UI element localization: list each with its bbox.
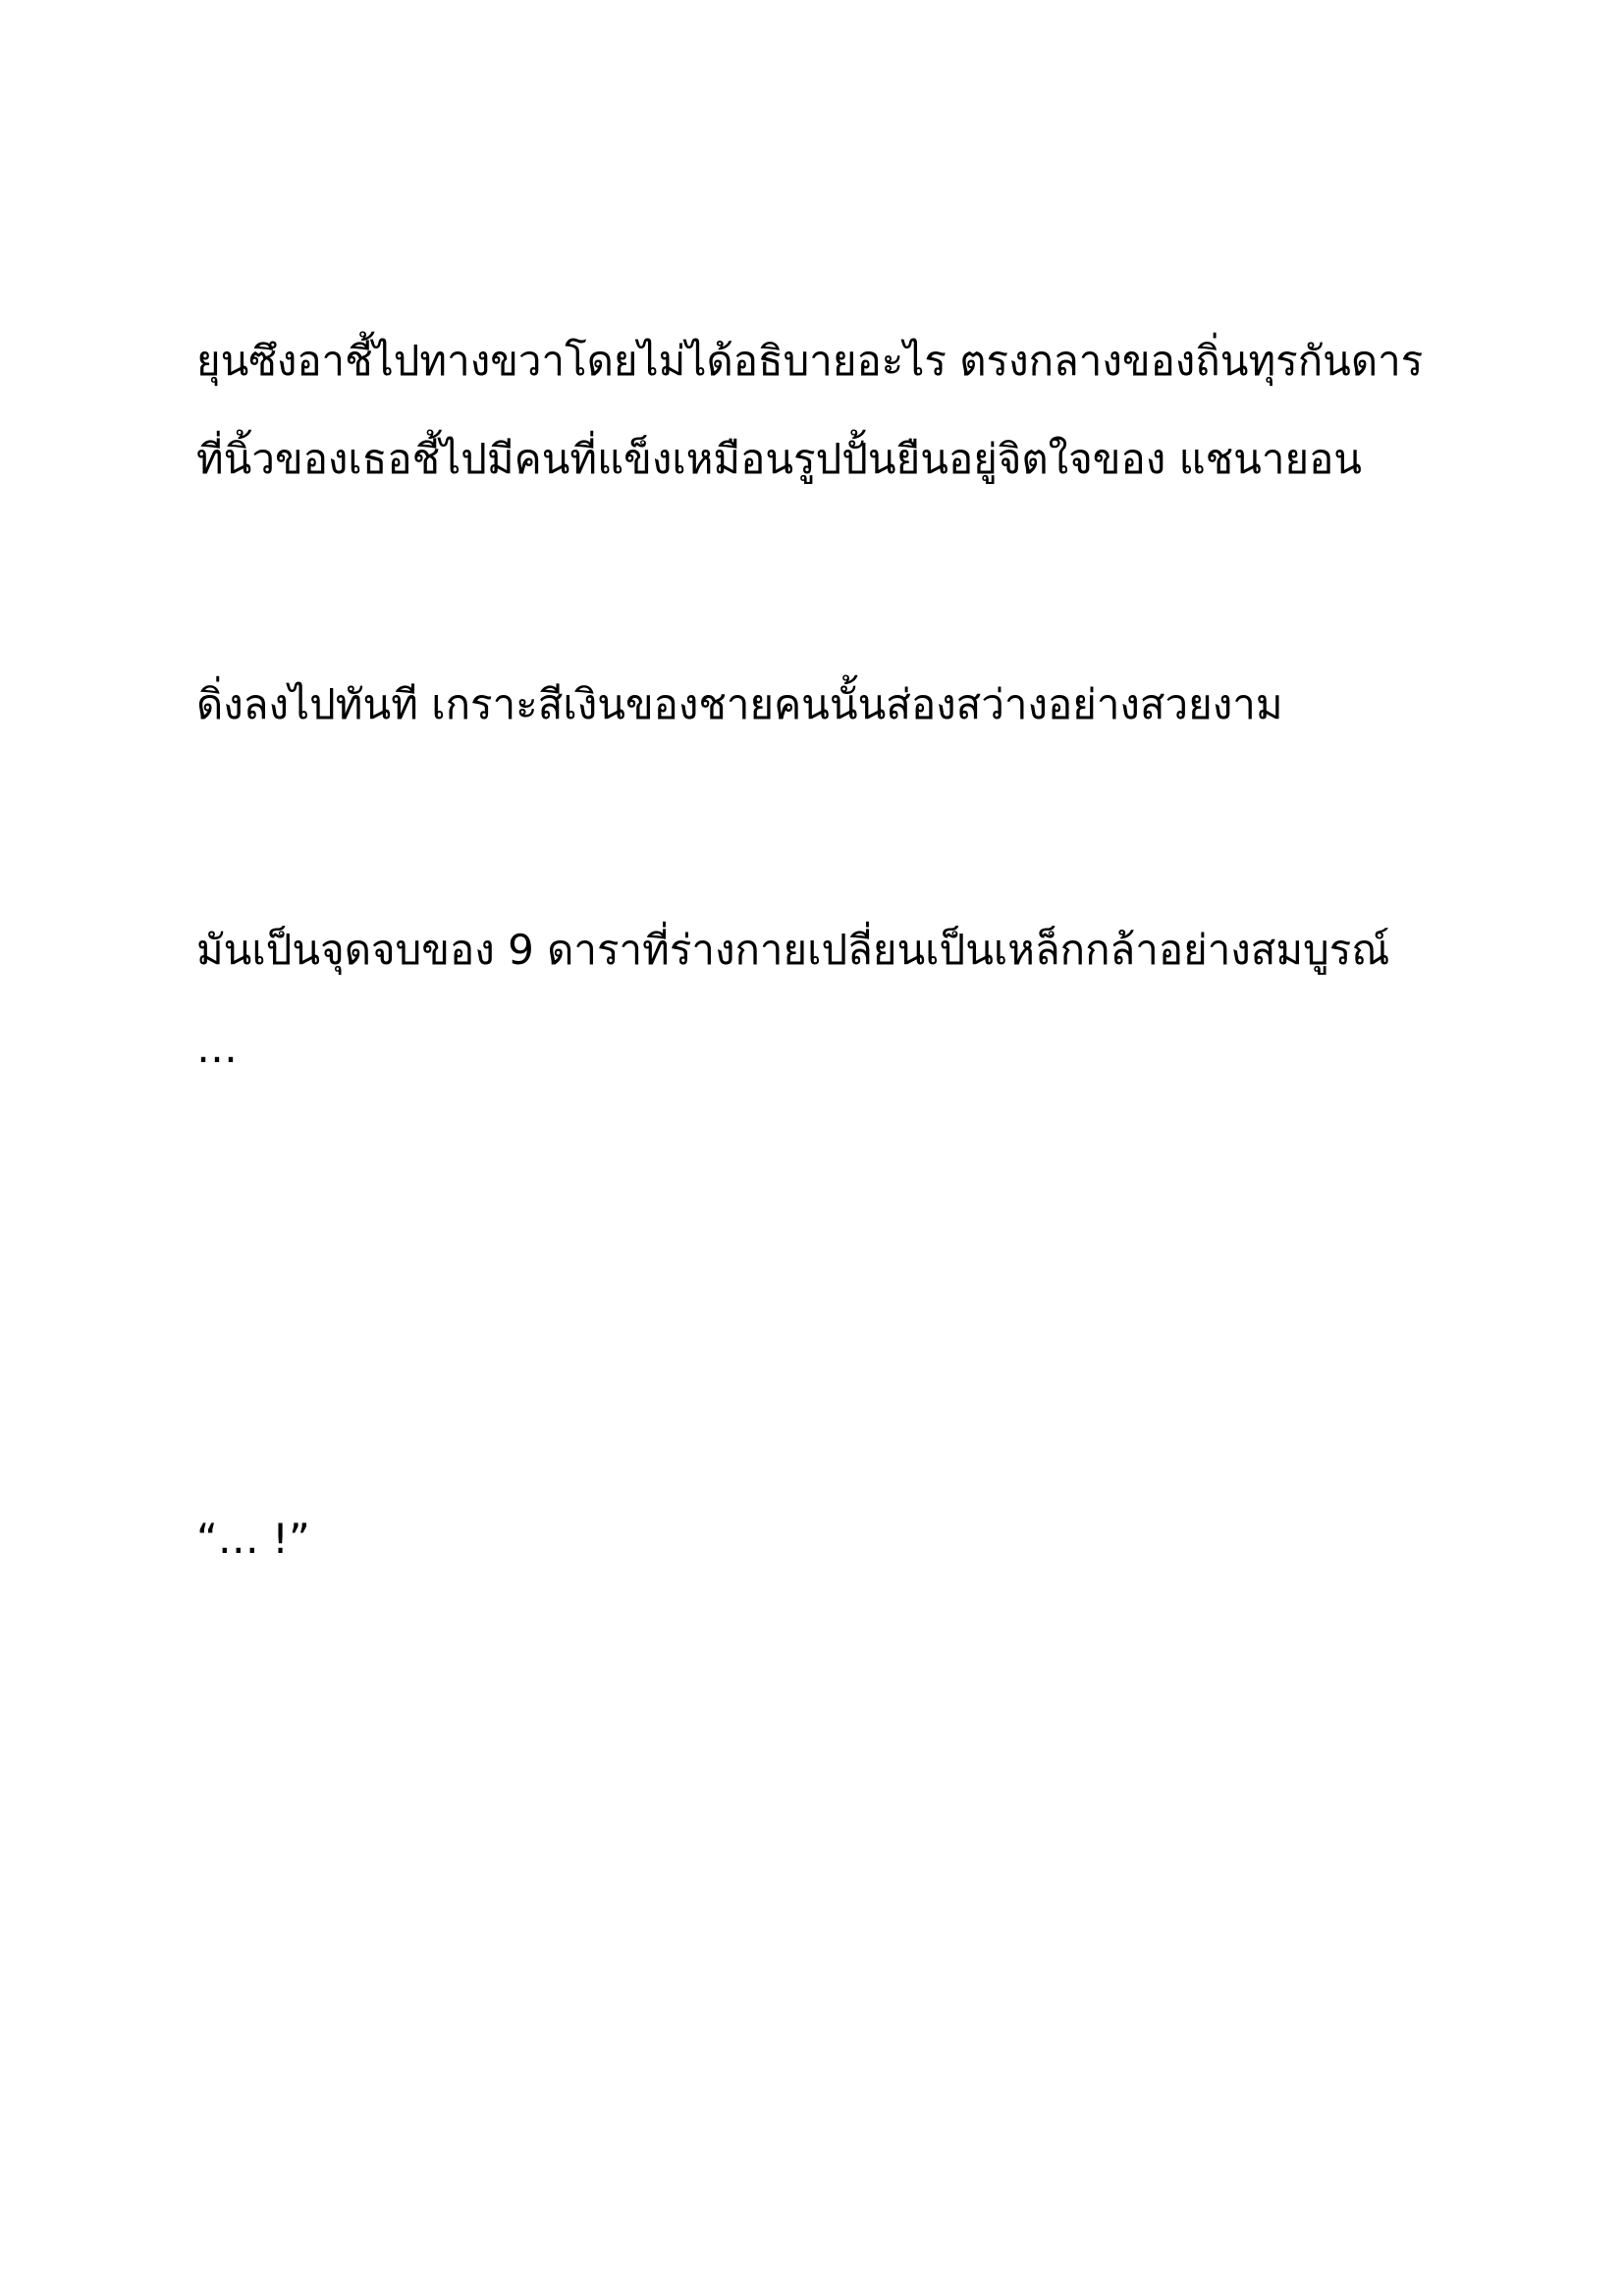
paragraph-1-line-1: ยุนซึงอาชี้ไปทางขวาโดยไม่ได้อธิบายอะไร ตรงกลางของถิ่นทุรกันดาร [196, 337, 1424, 385]
dialogue-line: “… !” [196, 1515, 310, 1563]
paragraph-1-line-2: ที่นิ้วของเธอชี้ไปมีคนที่แข็งเหมือนรูปปั้นยืนอยู่จิตใจของ แชนายอน [196, 435, 1363, 483]
ellipsis-line: … [196, 1024, 238, 1072]
paragraph-2: ดิ่งลงไปทันที เกราะสีเงินของชายคนนั้นส่องสว่างอย่างสวยงาม [196, 680, 1283, 728]
paragraph-3: มันเป็นจุดจบของ 9 ดาราที่ร่างกายเปลี่ยนเป็นเหล็กกล้าอย่างสมบูรณ์ [196, 926, 1390, 974]
